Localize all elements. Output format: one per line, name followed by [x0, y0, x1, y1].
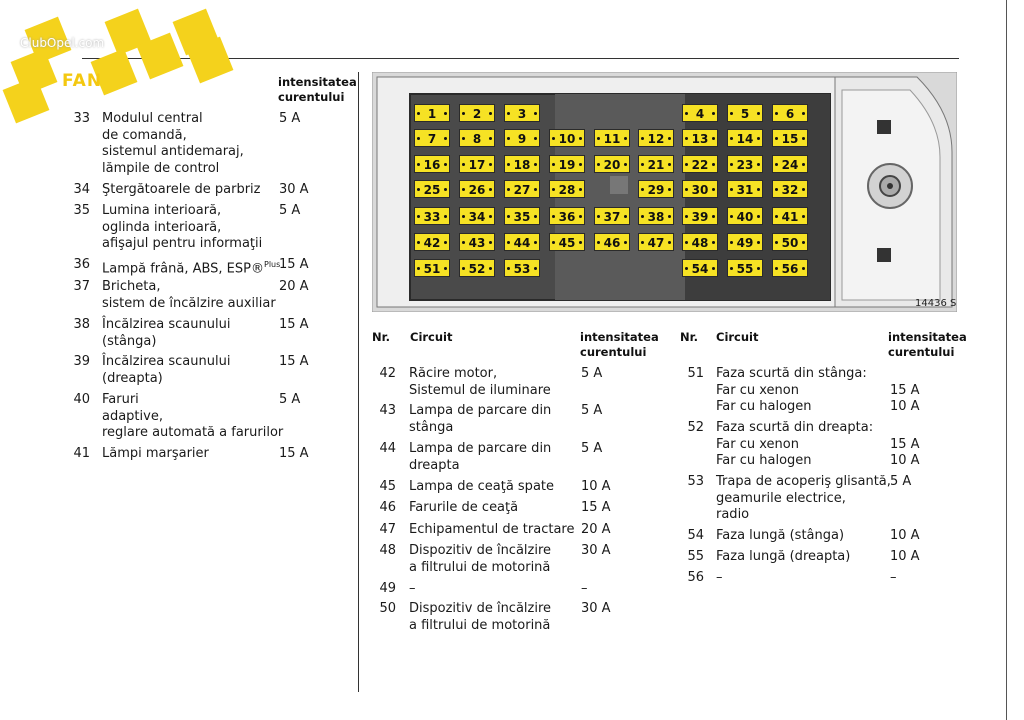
row-circuit: Lampa de parcare din dreapta	[409, 441, 552, 473]
fuse-37: 37	[594, 207, 630, 225]
diagram-code: 14436 S	[915, 298, 957, 309]
row-current: 5 A	[279, 203, 301, 218]
row-current: 5 A	[279, 111, 301, 126]
row-number: 48	[379, 543, 396, 558]
fuse-44: 44	[504, 233, 540, 251]
row-circuit: Faza scurtă din dreapta: Far cu xenon Far cu halogen	[716, 420, 874, 468]
fuse-27: 27	[504, 180, 540, 198]
fuse-7: 7	[414, 129, 450, 147]
row-number: 44	[379, 441, 396, 456]
logo-brand-text: FAN	[62, 71, 103, 91]
fuse-25: 25	[414, 180, 450, 198]
row-current: 5 A	[581, 403, 603, 418]
row-current: 30 A	[581, 543, 611, 558]
row-number: 41	[73, 446, 90, 461]
row-circuit: Farurile de ceaţă	[409, 500, 519, 515]
row-circuit: Încălzirea scaunului (stânga)	[102, 317, 231, 349]
fuse-51: 51	[414, 259, 450, 277]
fuse-21: 21	[638, 155, 674, 173]
row-number: 38	[73, 317, 90, 332]
row-current: 5 A	[581, 441, 603, 456]
fuse-18: 18	[504, 155, 540, 173]
row-current: 15 A	[279, 354, 309, 369]
fuse-47: 47	[638, 233, 674, 251]
fuse-35: 35	[504, 207, 540, 225]
left-amp-header: intensitatea curentului	[278, 75, 357, 104]
row-circuit: –	[409, 581, 416, 596]
row-circuit: Lampă frână, ABS, ESP®$^{Plus}$	[102, 260, 281, 277]
row-circuit: Faza scurtă din stânga: Far cu xenon Far cu halogen	[716, 366, 867, 414]
right-nr-header: Nr.	[680, 330, 699, 344]
fuse-17: 17	[459, 155, 495, 173]
row-current: –	[890, 570, 897, 585]
fuse-12: 12	[638, 129, 674, 147]
fuse-36: 36	[549, 207, 585, 225]
row-circuit: Faruri adaptive, reglare automată a farurilor	[102, 392, 284, 440]
fuse-19: 19	[549, 155, 585, 173]
row-current: 10 A	[581, 479, 611, 494]
row-current: 10 A	[890, 528, 920, 543]
fuse-39: 39	[682, 207, 718, 225]
row-current: 10 A	[890, 549, 920, 564]
fuse-53: 53	[504, 259, 540, 277]
mid-circuit-header: Circuit	[410, 330, 453, 344]
fuse-6: 6	[772, 104, 808, 122]
row-circuit: Bricheta, sistem de încălzire auxiliar	[102, 279, 276, 311]
row-current: 20 A	[581, 522, 611, 537]
fuse-56: 56	[772, 259, 808, 277]
fuse-49: 49	[727, 233, 763, 251]
row-circuit: Lămpi marşarier	[102, 446, 209, 461]
row-number: 34	[73, 182, 90, 197]
club-logo	[0, 0, 240, 120]
fuse-41: 41	[772, 207, 808, 225]
fuse-29: 29	[638, 180, 674, 198]
row-current: –	[581, 581, 588, 596]
fuse-16: 16	[414, 155, 450, 173]
row-number: 50	[379, 601, 396, 616]
row-number: 53	[687, 474, 704, 489]
fuse-46: 46	[594, 233, 630, 251]
row-current: 15 A	[581, 500, 611, 515]
row-current: 5 A	[581, 366, 603, 381]
row-number: 36	[73, 257, 90, 272]
fuse-10: 10	[549, 129, 585, 147]
fuse-28: 28	[549, 180, 585, 198]
row-current: 30 A	[279, 182, 309, 197]
row-current: 30 A	[581, 601, 611, 616]
fuse-24: 24	[772, 155, 808, 173]
row-number: 33	[73, 111, 90, 126]
logo-site-text: ClubOpel.com	[20, 36, 105, 50]
row-circuit: Ştergătoarele de parbriz	[102, 182, 261, 197]
row-number: 47	[379, 522, 396, 537]
row-number: 49	[379, 581, 396, 596]
fuse-22: 22	[682, 155, 718, 173]
row-number: 43	[379, 403, 396, 418]
row-circuit: Dispozitiv de încălzire a filtrului de motorină	[409, 601, 552, 633]
row-number: 55	[687, 549, 704, 564]
fuse-32: 32	[772, 180, 808, 198]
fuse-9: 9	[504, 129, 540, 147]
row-number: 42	[379, 366, 396, 381]
fuse-20: 20	[594, 155, 630, 173]
row-current: 15 A 10 A	[890, 382, 920, 414]
fuse-2: 2	[459, 104, 495, 122]
row-circuit: Lampa de parcare din stânga	[409, 403, 552, 435]
right-circuit-header: Circuit	[716, 330, 759, 344]
fuse-15: 15	[772, 129, 808, 147]
row-number: 46	[379, 500, 396, 515]
fuse-30: 30	[682, 180, 718, 198]
fuse-34: 34	[459, 207, 495, 225]
fuse-8: 8	[459, 129, 495, 147]
row-current: 15 A	[279, 446, 309, 461]
fuse-13: 13	[682, 129, 718, 147]
row-current: 15 A	[279, 257, 309, 272]
row-number: 54	[687, 528, 704, 543]
row-current: 5 A	[890, 474, 912, 489]
row-circuit: Faza lungă (dreapta)	[716, 549, 851, 564]
fuse-31: 31	[727, 180, 763, 198]
row-number: 52	[687, 420, 704, 435]
row-circuit: Modulul central de comandă, sistemul antidemaraj, lămpile de control	[102, 111, 244, 176]
fuse-23: 23	[727, 155, 763, 173]
row-circuit: Încălzirea scaunului (dreapta)	[102, 354, 231, 386]
fuse-54: 54	[682, 259, 718, 277]
fuse-55: 55	[727, 259, 763, 277]
row-number: 51	[687, 366, 704, 381]
column-divider	[358, 72, 359, 692]
row-number: 37	[73, 279, 90, 294]
fuse-45: 45	[549, 233, 585, 251]
fuse-38: 38	[638, 207, 674, 225]
row-current: 5 A	[279, 392, 301, 407]
fuse-48: 48	[682, 233, 718, 251]
row-current: 20 A	[279, 279, 309, 294]
row-circuit: Lumina interioară, oglinda interioară, afişajul pentru informaţii	[102, 203, 263, 251]
fuse-43: 43	[459, 233, 495, 251]
row-number: 45	[379, 479, 396, 494]
fuse-52: 52	[459, 259, 495, 277]
page-border-right	[1006, 0, 1007, 720]
row-circuit: Faza lungă (stânga)	[716, 528, 845, 543]
row-number: 40	[73, 392, 90, 407]
row-number: 35	[73, 203, 90, 218]
row-circuit-superscript: Plus	[264, 260, 281, 269]
fuse-50: 50	[772, 233, 808, 251]
row-current: 15 A	[279, 317, 309, 332]
row-circuit: Trapa de acoperiş glisantă, geamurile electrice, radio	[716, 474, 891, 522]
row-circuit: Lampa de ceaţă spate	[409, 479, 554, 494]
fuse-14: 14	[727, 129, 763, 147]
fuse-1: 1	[414, 104, 450, 122]
fuse-11: 11	[594, 129, 630, 147]
row-number: 39	[73, 354, 90, 369]
fuse-40: 40	[727, 207, 763, 225]
row-circuit: Echipamentul de tractare	[409, 522, 575, 537]
fuse-3: 3	[504, 104, 540, 122]
fuse-4: 4	[682, 104, 718, 122]
fuse-33: 33	[414, 207, 450, 225]
row-circuit: Dispozitiv de încălzire a filtrului de motorină	[409, 543, 552, 575]
mid-amp-header: intensitatea curentului	[580, 330, 659, 359]
fuse-5: 5	[727, 104, 763, 122]
row-current: 15 A 10 A	[890, 436, 920, 468]
row-circuit: –	[716, 570, 723, 585]
fuse-42: 42	[414, 233, 450, 251]
row-number: 56	[687, 570, 704, 585]
mid-nr-header: Nr.	[372, 330, 391, 344]
right-amp-header: intensitatea curentului	[888, 330, 967, 359]
fuse-26: 26	[459, 180, 495, 198]
row-circuit: Răcire motor, Sistemul de iluminare	[409, 366, 551, 398]
